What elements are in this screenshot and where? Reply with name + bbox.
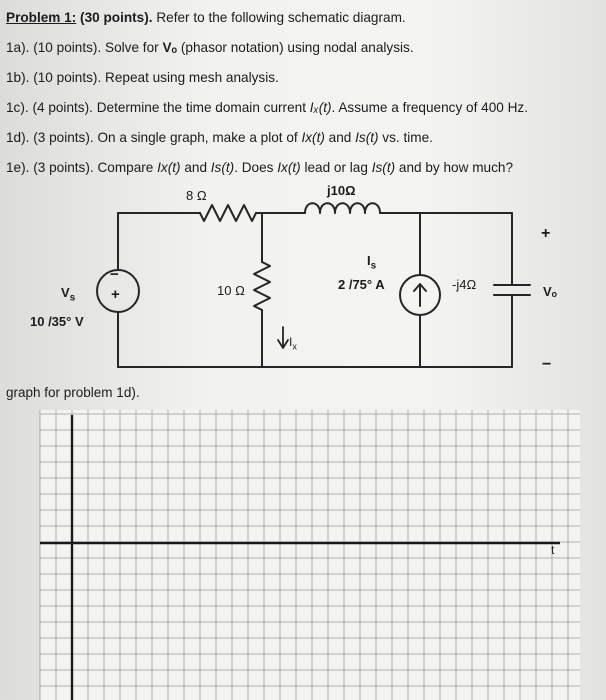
vo-label: Vₒ xyxy=(543,284,558,299)
part-variable: Vₒ xyxy=(162,40,178,55)
vs-name: $V_s$ xyxy=(61,285,76,304)
part-points: (3 points). xyxy=(33,160,94,175)
part-text: and xyxy=(324,130,356,145)
ix-label: $I_x$ xyxy=(289,335,297,352)
graph-caption: graph for problem 1d). xyxy=(6,385,140,400)
part-variable: Is(t) xyxy=(210,160,235,175)
part-label: 1d). xyxy=(6,130,30,145)
vs-minus-sign: − xyxy=(110,266,119,283)
capacitor-label: -j4Ω xyxy=(452,277,477,292)
part-text: vs. time. xyxy=(378,130,433,145)
part-label: 1c). xyxy=(6,100,29,115)
part-label: 1e). xyxy=(6,160,30,175)
is-value: 2 /75° A xyxy=(338,277,385,292)
part-text: and xyxy=(180,160,211,175)
part-text: (phasor notation) using nodal analysis. xyxy=(177,40,414,55)
part-text: Compare xyxy=(97,160,158,175)
part-points: (10 points). xyxy=(33,70,102,85)
part-label: 1b). xyxy=(6,70,30,85)
part-text: and by how much? xyxy=(395,160,514,175)
part-variable: Ix(t) xyxy=(157,160,181,175)
vo-minus-sign: − xyxy=(542,356,552,373)
is-name: $I_s$ xyxy=(367,253,377,272)
part-label: 1a). xyxy=(6,40,30,55)
vs-plus-sign: + xyxy=(111,286,120,303)
part-text: On a single graph, make a plot of xyxy=(97,130,302,145)
part-variable: Ix(t) xyxy=(301,130,325,145)
part-text: Repeat using mesh analysis. xyxy=(105,70,279,85)
vs-value: 10 /35° V xyxy=(30,314,84,329)
problem-intro: Refer to the following schematic diagram. xyxy=(156,10,406,25)
problem-heading: Problem 1: xyxy=(6,10,77,25)
part-variable: Is(t) xyxy=(371,160,396,175)
part-variable: Ix(t) xyxy=(277,160,301,175)
resistor-8-label: 8 Ω xyxy=(186,188,207,203)
inductor-label: j10Ω xyxy=(327,183,356,198)
vo-plus-sign: + xyxy=(541,225,551,242)
resistor-10-label: 10 Ω xyxy=(217,283,245,298)
time-axis-label: t xyxy=(551,543,555,557)
part-points: (10 points). xyxy=(33,40,102,55)
part-text: Determine the time domain current xyxy=(96,100,310,115)
part-text: . Does xyxy=(234,160,278,175)
part-variable: Is(t) xyxy=(355,130,379,145)
problem-points: (30 points). xyxy=(80,10,153,25)
part-variable: Iₓ(t) xyxy=(309,100,332,115)
part-text: lead or lag xyxy=(300,160,372,175)
part-points: (3 points). xyxy=(33,130,94,145)
part-text: . Assume a frequency of 400 Hz. xyxy=(331,100,529,115)
part-points: (4 points). xyxy=(32,100,93,115)
part-text: Solve for xyxy=(105,40,163,55)
